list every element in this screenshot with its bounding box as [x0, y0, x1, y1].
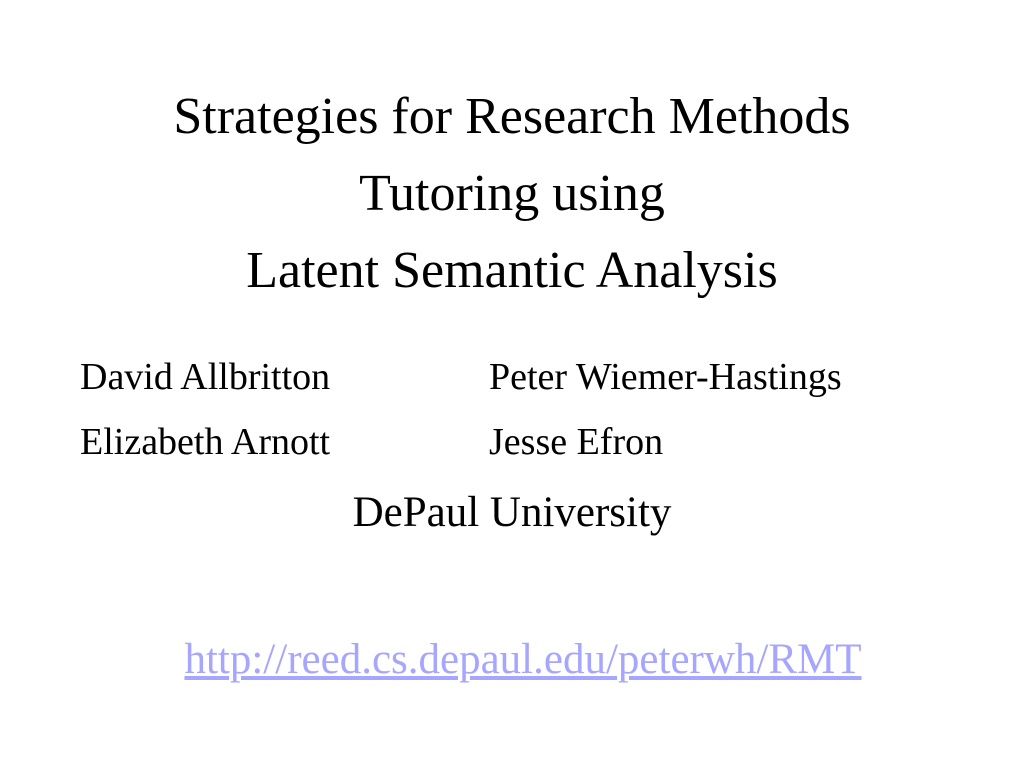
institution-name: DePaul University: [352, 489, 672, 536]
title-line-2: Tutoring using: [359, 165, 665, 222]
title-line-3: Latent Semantic Analysis: [246, 242, 778, 299]
author-peter-wiemer-hastings: Peter Wiemer-Hastings: [489, 356, 842, 398]
slide-title: [0, 78, 1024, 309]
author-elizabeth-arnott: Elizabeth Arnott: [80, 421, 331, 463]
author-david-allbritton: David Allbritton: [80, 356, 331, 398]
author-jesse-efron: Jesse Efron: [489, 421, 664, 463]
title-line-1: Strategies for Research Methods: [173, 88, 851, 145]
project-url-link[interactable]: http://reed.cs.depaul.edu/peterwh/RMT: [184, 636, 862, 683]
